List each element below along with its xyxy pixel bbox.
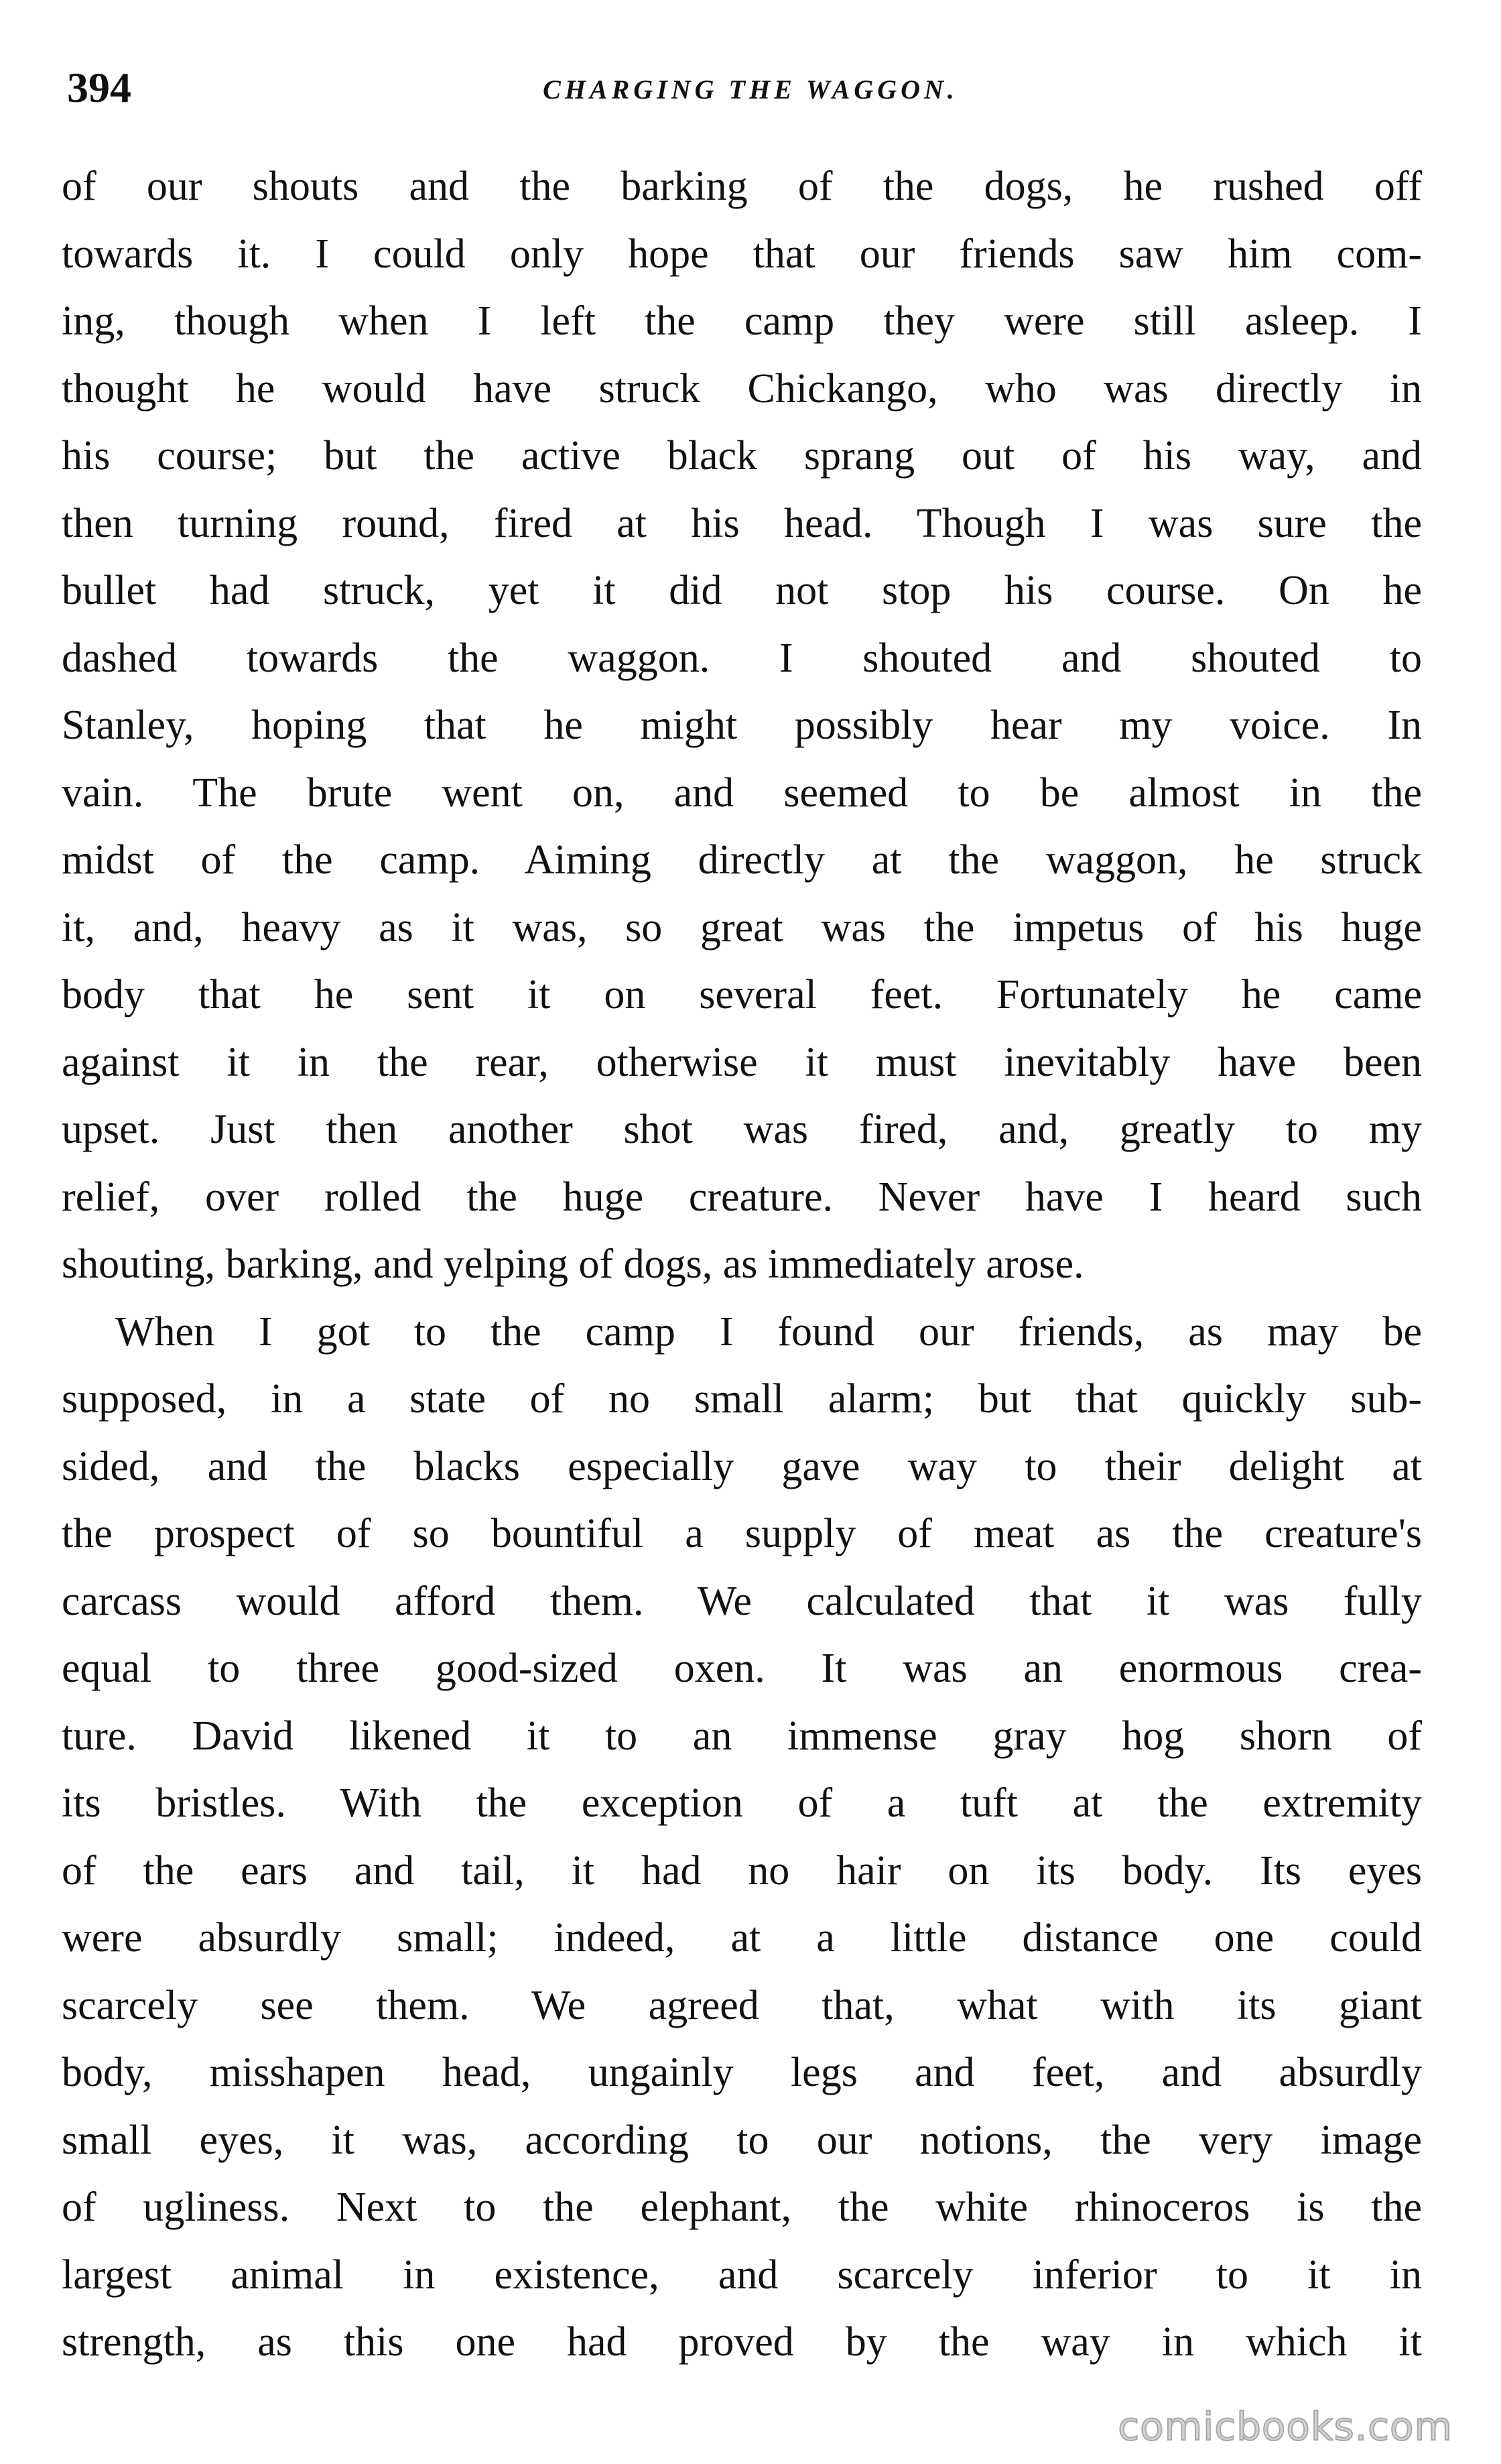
text-line: largest animal in existence, and scarcely inferior to it in	[62, 2252, 1422, 2298]
text-line: body that he sent it on several feet. Fortunately he came	[62, 972, 1422, 1018]
running-title: CHARGING THE WAGGON.	[543, 74, 958, 105]
text-line: equal to three good-sized oxen. It was an enormous crea-	[62, 1646, 1422, 1691]
text-line: shouting, barking, and yelping of dogs, as immediately arose.	[62, 1241, 1084, 1287]
text-line: its bristles. With the exception of a tuft at the extremity	[62, 1780, 1422, 1826]
paragraph-2	[62, 1298, 1422, 2376]
text-line: body, misshapen head, ungainly legs and feet, and absurdly	[62, 2050, 1422, 2095]
text-line: relief, over rolled the huge creature. Never have I heard such	[62, 1174, 1422, 1220]
text-line: vain. The brute went on, and seemed to be almost in the	[62, 769, 1422, 816]
text-line: of our shouts and the barking of the dogs, he rushed off	[62, 164, 1422, 209]
text-line: thought he would have struck Chickango, who was directly in	[62, 365, 1422, 412]
running-head	[0, 58, 1501, 118]
body-text	[62, 153, 1422, 2376]
text-line: dashed towards the waggon. I shouted and shouted to	[62, 635, 1422, 681]
page-number: 394	[67, 64, 131, 111]
text-line: scarcely see them. We agreed that, what with its giant	[62, 1982, 1422, 2028]
text-line: upset. Just then another shot was fired, and, greatly to my	[62, 1107, 1422, 1152]
text-line: his course; but the active black sprang out of his way, and	[62, 433, 1422, 479]
text-line: were absurdly small; indeed, at a little distance one could	[62, 1915, 1422, 1961]
text-line: bullet had struck, yet it did not stop his course. On he	[62, 568, 1422, 613]
text-line: ing, though when I left the camp they were still asleep. I	[62, 298, 1422, 344]
text-line: supposed, in a state of no small alarm; but that quickly sub-	[62, 1376, 1422, 1422]
text-line: then turning round, fired at his head. Though I was sure the	[62, 500, 1422, 546]
text-line: When I got to the camp I found our friends, as may be	[115, 1308, 1422, 1355]
text-line: it, and, heavy as it was, so great was the impetus of his huge	[62, 904, 1422, 950]
text-line: ture. David likened it to an immense gray hog shorn of	[62, 1713, 1422, 1759]
text-line: the prospect of so bountiful a supply of meat as the creature's	[62, 1511, 1422, 1556]
text-line: small eyes, it was, according to our notions, the very image	[62, 2117, 1422, 2163]
text-line: Stanley, hoping that he might possibly hear my voice. In	[62, 702, 1422, 748]
text-line: strength, as this one had proved by the way in which it	[62, 2319, 1422, 2365]
watermark: comicbooks.com	[1118, 2404, 1453, 2449]
text-line: of the ears and tail, it had no hair on its body. Its eyes	[62, 1847, 1422, 1894]
text-line: midst of the camp. Aiming directly at the waggon, he struck	[62, 837, 1422, 883]
paragraph-1	[62, 153, 1422, 1298]
text-line: towards it. I could only hope that our friends saw him com-	[62, 231, 1422, 277]
text-line: of ugliness. Next to the elephant, the white rhinoceros is the	[62, 2184, 1422, 2230]
text-line: sided, and the blacks especially gave way to their delight at	[62, 1443, 1422, 1489]
text-line: against it in the rear, otherwise it must inevitably have been	[62, 1039, 1422, 1085]
text-line: carcass would afford them. We calculated that it was fully	[62, 1578, 1422, 1624]
